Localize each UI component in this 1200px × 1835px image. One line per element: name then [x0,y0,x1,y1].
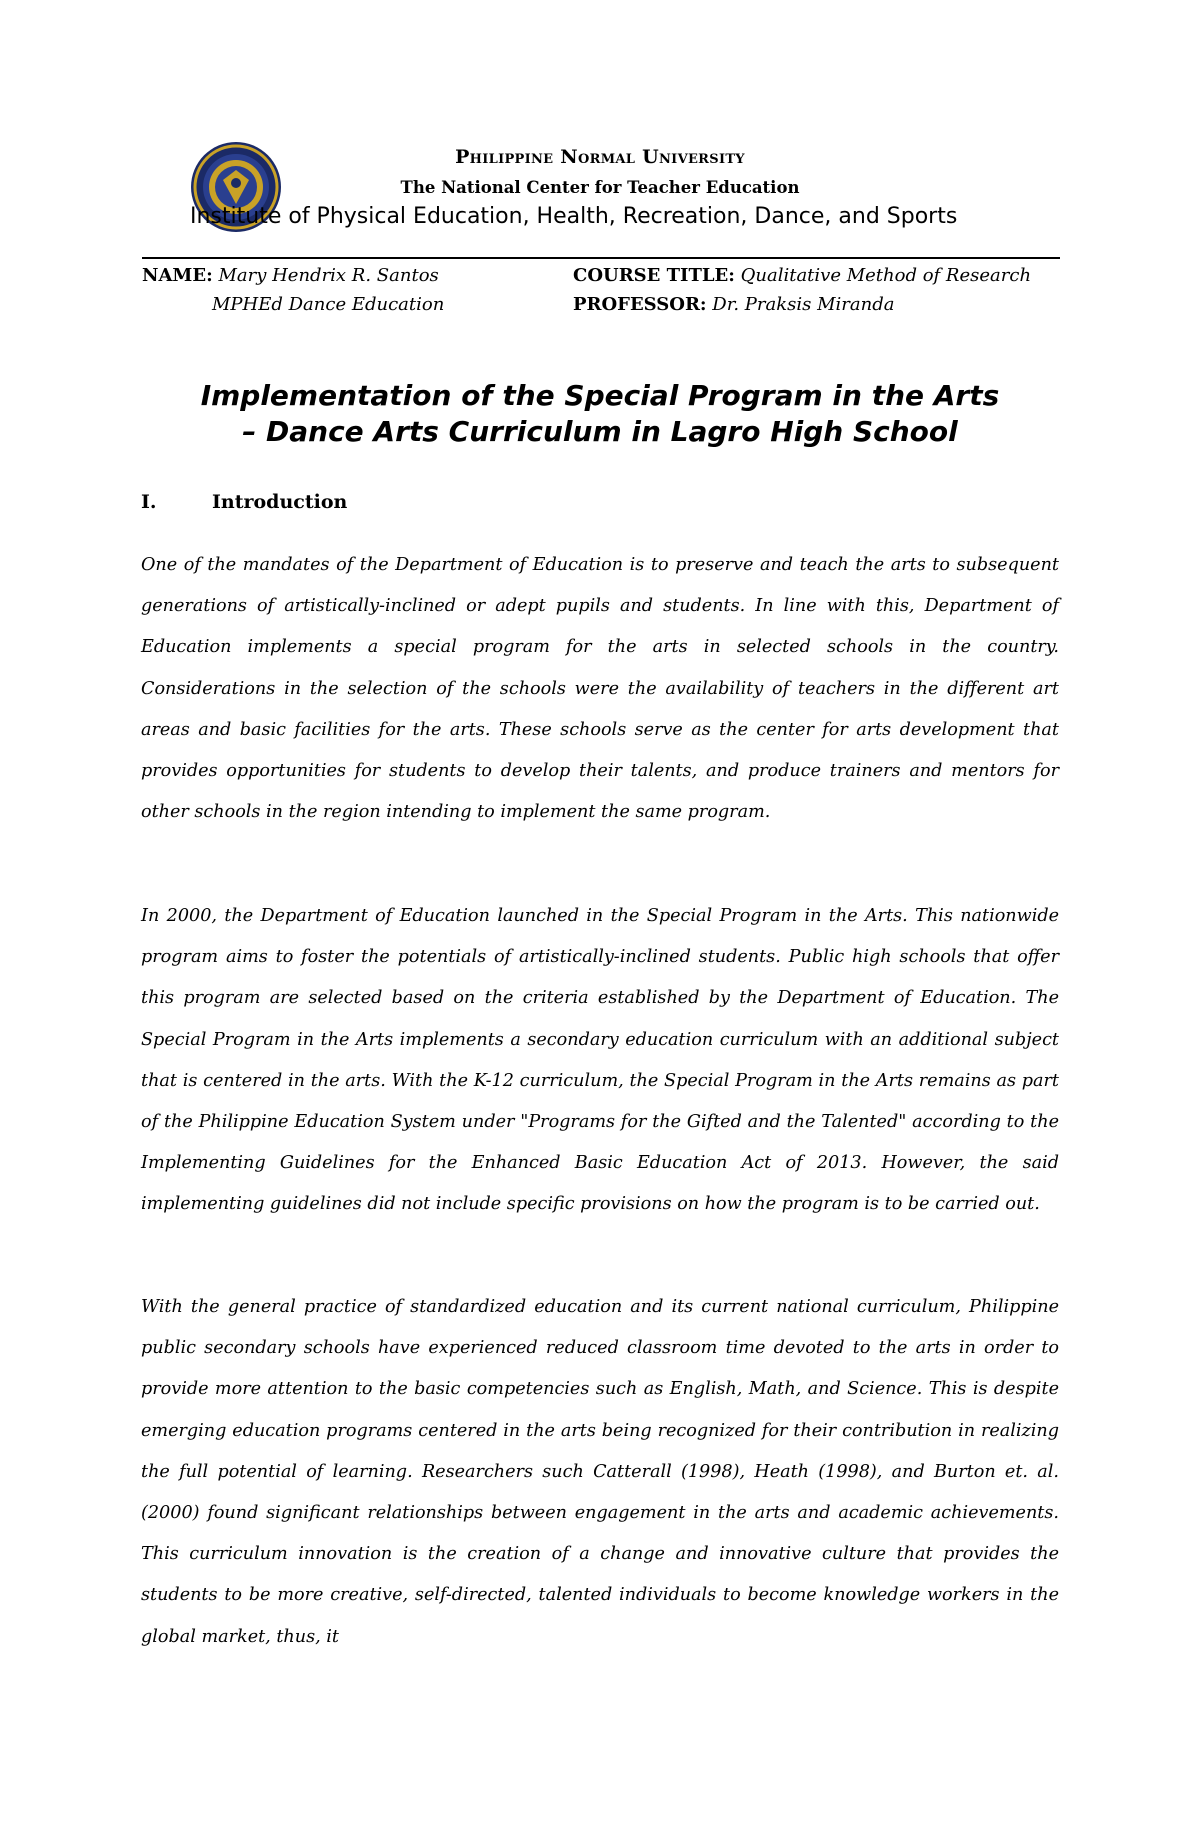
student-program [212,294,444,315]
section-heading: Introduction [212,491,348,513]
university-subtitle: The National Center for Teacher Education [400,178,800,197]
course-title-line [573,265,1031,286]
professor-label: PROFESSOR: [573,294,707,315]
section-number: I. [141,491,157,513]
body-paragraph-2: In 2000, the Department of Education launched in the Special Program in the Arts. This nationwide program aims to foster the potentials of artistically-inclined students. Public high schools that offer this program are selected based on the criteria established by the Department of Education. The Special Program in the Arts implements a secondary education curriculum with an additional subject that is centered in the arts. With the K-12 curriculum, the Special Program in the Arts remains as part of the Philippine Education System under "Programs for the Gifted and the Talented" according to the Implementing Guidelines for the Enhanced Basic Education Act of 2013. However, the said implementing guidelines did not include specific provisions on how the program is to be carried out. [141,906,1059,1215]
student-name-line [142,265,439,286]
university-name: Philippine Normal University [455,146,745,168]
header-divider [142,257,1060,259]
body-paragraph-1: One of the mandates of the Department of Education is to preserve and teach the arts to subsequent generations of artistically-inclined or adept pupils and students. In line with this, Department of Education implements a special program for the arts in selected schools in the country. Considerations in the selection of the schools were the availability of teachers in the different art areas and basic facilities for the arts. These schools serve as the center for arts development that provides opportunities for students to develop their talents, and produce trainers and mentors for other schools in the region intending to implement the same program. [141,555,1059,823]
title-line-1: Implementation of the Special Program in the Arts [200,379,1000,412]
professor-line [573,294,894,315]
body-paragraph-3: With the general practice of standardized education and its current national curriculum, Philippine public secondary schools have experienced reduced classroom time devoted to the arts in order to provide more attention to the basic competencies such as English, Math, and Science. This is despite emerging education programs centered in the arts being recognized for their contribution in realizing the full potential of learning. Researchers such Catterall (1998), Heath (1998), and Burton et. al. (2000) found significant relationships between engagement in the arts and academic achievements. This curriculum innovation is the creation of a change and innovative culture that provides the students to be more creative, self-directed, talented individuals to become knowledge workers in the global market, thus, it [141,1297,1059,1647]
student-name: Mary Hendrix R. Santos [218,265,439,286]
program-name: MPHEd Dance Education [212,294,445,315]
course-title: Qualitative Method of Research [740,265,1032,286]
document-title [110,378,1090,450]
professor-name: Dr. Praksis Miranda [712,294,895,315]
title-line-2: – Dance Arts Curriculum in Lagro High School [242,415,958,448]
institute-name: Institute of Physical Education, Health, Recreation, Dance, and Sports [190,204,958,229]
course-title-label: COURSE TITLE: [573,265,735,286]
name-label: NAME: [142,265,213,286]
